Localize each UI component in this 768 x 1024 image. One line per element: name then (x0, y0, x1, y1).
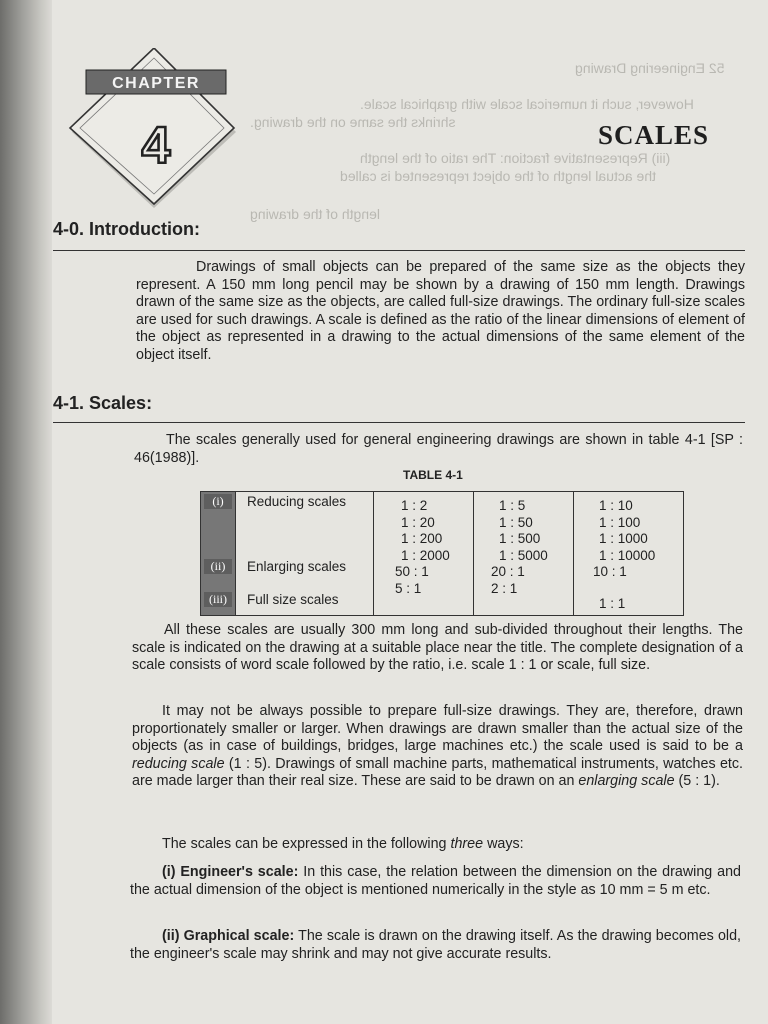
bleed-through-text: However, such it numerical scale with graphical scale. (360, 96, 694, 112)
bleed-through-text: shrinks the same on the drawing. (250, 114, 456, 130)
row-numeral: (i) (204, 494, 232, 509)
graphical-scale-paragraph: (ii) Graphical scale: The scale is drawn on the drawing itself. As the drawing becomes old, the engineer's scale may shrink and may not give accurate results. (130, 928, 741, 962)
scales-paragraph-3: The scales can be expressed in the following three ways: (162, 836, 524, 852)
section-heading-introduction: 4-0. Introduction: (53, 219, 200, 239)
chapter-number: 4 (141, 117, 171, 175)
row-label: Full size scales (247, 592, 339, 607)
table-divider (235, 492, 236, 615)
bleed-through-text: the actual length of the object represented is called (340, 168, 656, 184)
table-cell: 1 : 1 (599, 596, 626, 611)
section-rule (53, 422, 745, 423)
table-cell: 10 : 1 (593, 564, 627, 579)
chapter-label: CHAPTER (112, 75, 200, 92)
scales-table (200, 491, 684, 616)
page-gutter-shadow (0, 0, 52, 1024)
table-cell: 20 : 1 2 : 1 (491, 564, 525, 596)
chapter-badge-graphic (68, 48, 240, 208)
chapter-badge (68, 48, 240, 208)
table-cell: 1 : 2 1 : 20 1 : 200 1 : 2000 (401, 498, 450, 563)
table-divider (373, 492, 374, 615)
section-heading-scales: 4-1. Scales: (53, 393, 153, 413)
bleed-through-text: 52 Engineering Drawing (575, 60, 725, 76)
introduction-paragraph: Drawings of small objects can be prepared of the same size as the objects they represent. A 150 mm long pencil may be shown by a drawing of 150 mm length. Drawings drawn of the same size as the objects, are called full-size drawings. The ordinary full-size scales are used for such drawings. A scale is defined as the ratio of the linear dimensions of element of the object as represented in a drawing to the actual dimensions of the same element of the object itself. (136, 259, 745, 363)
table-cell: 1 : 5 1 : 50 1 : 500 1 : 5000 (499, 498, 548, 563)
table-divider (573, 492, 574, 615)
chapter-title: SCALES (598, 120, 710, 150)
row-label: Reducing scales (247, 494, 347, 509)
table-caption: TABLE 4-1 (403, 468, 463, 482)
table-cell: 50 : 1 5 : 1 (395, 564, 429, 596)
row-numeral: (iii) (204, 592, 232, 607)
scales-paragraph-2: It may not be always possible to prepare full-size drawings. They are, therefore, drawn proportionately smaller or larger. When drawings are drawn smaller than the actual size of the objects (as in case of buildings, bridges, large machines etc.) the scale used is said to be a reducing scale (1 : 5). Drawings of small machine parts, mathematical instruments, watches etc. are made larger than their real size. These are said to be drawn on an enlarging scale (5 : 1). (132, 703, 743, 789)
table-divider (473, 492, 474, 615)
section-rule (53, 250, 745, 251)
row-label: Enlarging scales (247, 559, 347, 574)
bleed-through-text: (iii) Representative fraction: The ratio of the length (360, 150, 671, 166)
engineers-scale-paragraph: (i) Engineer's scale: In this case, the relation between the dimension on the drawing and the actual dimension of the object is mentioned numerically in the style as 10 mm = 5 m etc. (130, 864, 741, 898)
row-numeral: (ii) (204, 559, 232, 574)
scales-paragraph-1: All these scales are usually 300 mm long and sub-divided throughout their lengths. The scale is indicated on the drawing at a suitable place near the title. The complete designation of a scale consists of word scale followed by the ratio, i.e. scale 1 : 1 or scale, full size. (132, 622, 743, 673)
table-cell: 1 : 10 1 : 100 1 : 1000 1 : 10000 (599, 498, 656, 563)
bleed-through-text: length of the drawing (250, 206, 380, 222)
scales-intro-paragraph: The scales generally used for general engineering drawings are shown in table 4-1 [SP : 46(1988)]. (134, 432, 743, 466)
